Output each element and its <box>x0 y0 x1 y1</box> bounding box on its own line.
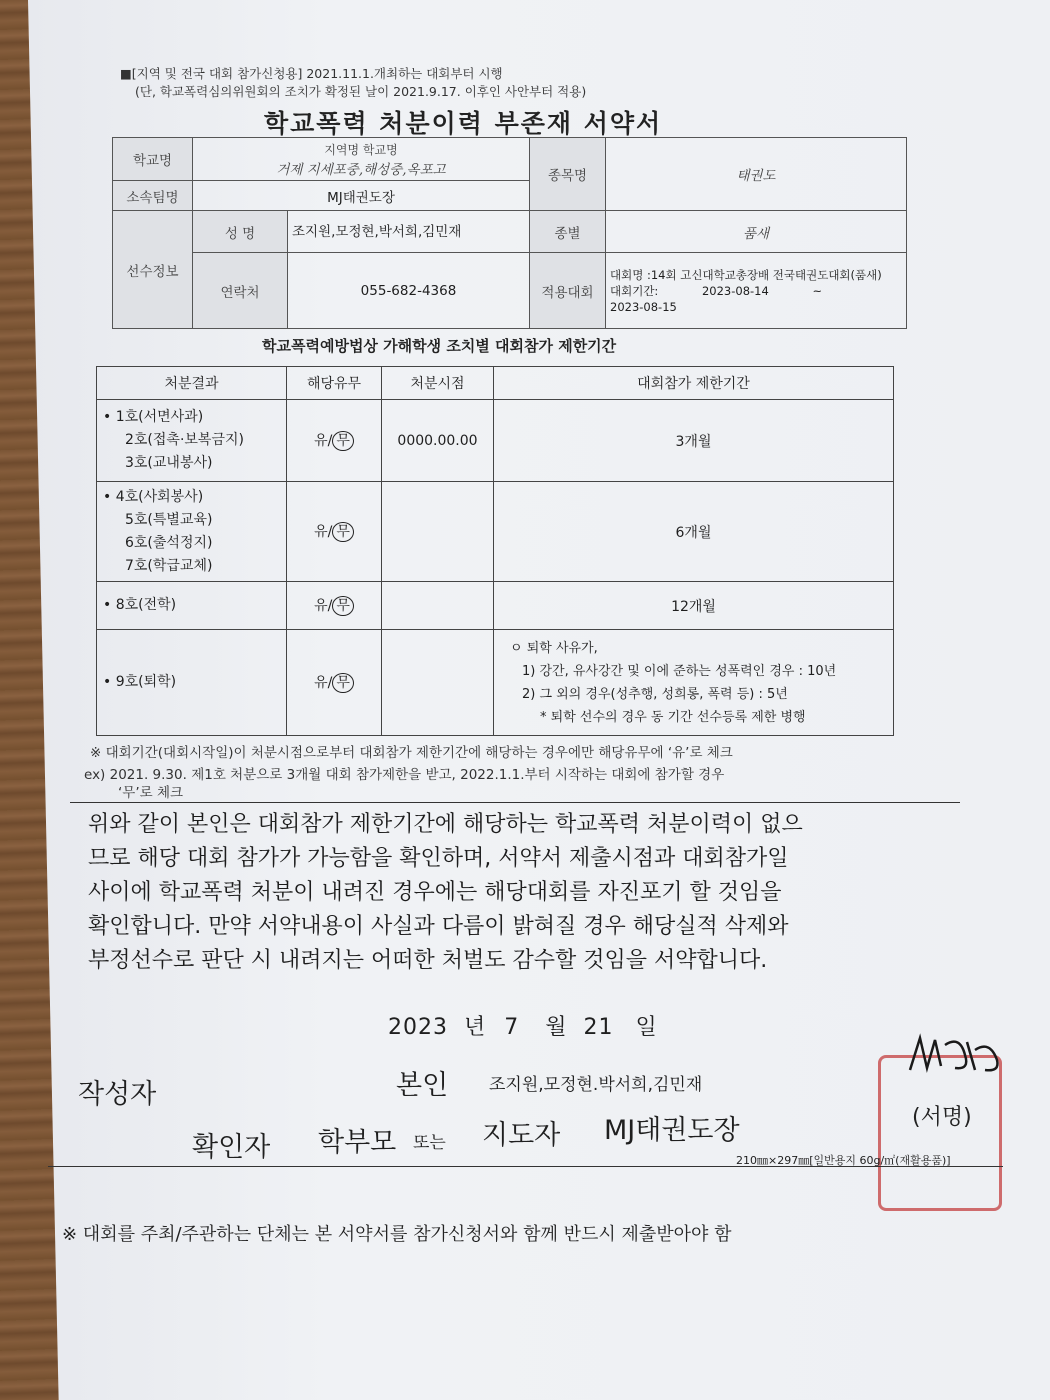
contact-value: 055-682-4368 <box>288 253 530 329</box>
school-label: 학교명 <box>113 138 193 181</box>
self-label: 본인 <box>396 1070 449 1101</box>
or-label: 또는 <box>413 1133 446 1153</box>
sign-date <box>388 1010 658 1041</box>
disposition-date-cell <box>382 482 494 582</box>
applicability-cell[interactable] <box>287 630 382 736</box>
disposition-item: • 1호(서면사과) <box>103 409 204 425</box>
name-value: 조지원,모정현,박서희,김민재 <box>288 211 530 253</box>
applicant-info-table <box>112 137 907 329</box>
name-label: 성 명 <box>193 211 288 253</box>
school-cell <box>193 138 530 181</box>
expulsion-rule-line: ㅇ 퇴학 사유가, <box>510 640 598 656</box>
writer-label: 작성자 <box>78 1079 157 1110</box>
no-option-circled[interactable]: 무 <box>332 431 354 451</box>
event-label: 종목명 <box>530 138 606 211</box>
table-row <box>97 482 894 582</box>
pledge-line: 위와 같이 본인은 대회참가 제한기간에 해당하는 학교폭력 처분이력이 없으 <box>88 812 803 837</box>
competition-period-tilde: ~ <box>812 283 823 298</box>
note-line-1: ※ 대회기간(대회시작일)이 처분시점으로부터 대회참가 제한기간에 해당하는 경우에만 해당유무에 ‘유’로 체크 <box>90 745 733 761</box>
separator: / <box>327 433 333 449</box>
date-year-unit: 년 <box>464 1015 487 1040</box>
yes-option[interactable]: 유 <box>314 524 328 540</box>
table-header-2: 처분시점 <box>382 367 494 400</box>
date-day-unit: 일 <box>635 1015 658 1040</box>
date-month-unit: 월 <box>545 1015 568 1040</box>
disposition-date-cell <box>382 582 494 630</box>
separator: / <box>327 524 333 540</box>
team-value: MJ태권도장 <box>193 181 530 211</box>
pledge-line: 확인합니다. 만약 서약내용이 사실과 다름이 밝혀질 경우 해당실적 삭제와 <box>88 914 789 939</box>
header-line-1: ■[지역 및 전국 대회 참가신청용] 2021.11.1.개최하는 대회부터 시행 <box>120 66 503 81</box>
restriction-table-header <box>97 367 894 400</box>
coach-label: 지도자 <box>482 1120 561 1151</box>
disposition-cell <box>97 482 287 582</box>
disposition-item: • 4호(사회봉사) <box>103 488 204 505</box>
disposition-cell <box>97 400 287 482</box>
team-label: 소속팀명 <box>113 181 193 211</box>
disposition-item: • 9호(퇴학) <box>103 674 177 690</box>
restriction-period-cell: 12개월 <box>494 582 894 630</box>
player-label: 선수정보 <box>113 211 193 329</box>
competition-label: 적용대회 <box>530 253 606 329</box>
table-row <box>97 400 894 482</box>
event-value: 태권도 <box>606 138 907 211</box>
expulsion-rule-line: 2) 그 외의 경우(성추행, 성희롱, 폭력 등) : 5년 <box>522 686 788 702</box>
note-line-3: ‘무’로 체크 <box>118 785 184 801</box>
disposition-date-cell: 0000.00.00 <box>382 400 494 482</box>
no-option-circled[interactable]: 무 <box>332 673 354 693</box>
paper-spec: 210㎜×297㎜[일반용지 60g/㎡(재활용품)] <box>736 1154 951 1167</box>
school-value: 거제 지세포중,해성중,옥포고 <box>276 161 446 178</box>
disposition-item: 2호(접촉·보복금지) <box>125 432 244 448</box>
applicability-cell[interactable] <box>287 482 382 582</box>
date-month: 7 <box>504 1015 520 1040</box>
disposition-item: 5호(특별교육) <box>125 511 213 528</box>
competition-period-end: 2023-08-15 <box>610 299 677 314</box>
pledge-line: 므로 해당 대회 참가가 가능함을 확인하며, 서약서 제출시점과 대회참가일 <box>88 846 789 871</box>
confirm-label: 확인자 <box>192 1132 271 1163</box>
coach-value: MJ태권도장 <box>604 1115 740 1146</box>
table-row <box>97 582 894 630</box>
no-option-circled[interactable]: 무 <box>332 522 354 542</box>
expulsion-rule-line: 1) 강간, 유사강간 및 이에 준하는 성폭력인 경우 : 10년 <box>522 663 837 679</box>
expulsion-rule-line: * 퇴학 선수의 경우 동 기간 선수등록 제한 병행 <box>540 709 806 725</box>
seal-label: (서명) <box>912 1105 972 1130</box>
self-names: 조지원,모정현.박서희,김민재 <box>489 1075 703 1095</box>
restriction-period-cell: 3개월 <box>494 400 894 482</box>
separator: / <box>327 675 333 691</box>
pledge-line: 부정선수로 판단 시 내려지는 어떠한 처벌도 감수할 것임을 서약합니다. <box>88 948 768 973</box>
disposition-cell <box>97 582 287 630</box>
handwritten-signature <box>905 1030 1005 1080</box>
disposition-cell <box>97 630 287 736</box>
document-title: 학교폭력 처분이력 부존재 서약서 <box>264 109 663 138</box>
table-header-3: 대회참가 제한기간 <box>494 367 894 400</box>
table-header-1: 해당유무 <box>287 367 382 400</box>
competition-cell <box>606 253 907 329</box>
footer-note: ※ 대회를 주최/주관하는 단체는 본 서약서를 참가신청서와 함께 반드시 제출받아야 함 <box>62 1224 732 1245</box>
pledge-paragraph <box>88 808 803 978</box>
pledge-line: 사이에 학교폭력 처분이 내려진 경우에는 해당대회를 자진포기 할 것임을 <box>88 880 782 905</box>
restriction-period-cell <box>494 630 894 736</box>
header-line-2: (단, 학교폭력심의위원회의 조치가 확정된 날이 2021.9.17. 이후인 사안부터 적용) <box>135 84 587 99</box>
parent-label: 학부모 <box>318 1127 397 1158</box>
class-value: 품새 <box>606 211 907 253</box>
restriction-table-body <box>97 400 894 736</box>
yes-option[interactable]: 유 <box>314 433 328 449</box>
disposition-date-cell <box>382 630 494 736</box>
disposition-item: 7호(학급교체) <box>125 557 213 574</box>
yes-option[interactable]: 유 <box>314 598 328 614</box>
competition-name: 대회명 :14회 고신대학교총장배 전국태권도대회(품새) <box>610 267 882 282</box>
competition-period-label: 대회기간: <box>610 283 659 298</box>
school-hint: 지역명 학교명 <box>324 142 398 157</box>
separator: / <box>327 598 333 614</box>
restriction-table <box>96 366 894 734</box>
applicability-cell[interactable] <box>287 582 382 630</box>
yes-option[interactable]: 유 <box>314 675 328 691</box>
disposition-item: 3호(교내봉사) <box>125 455 213 471</box>
table-row <box>97 630 894 736</box>
note-line-2: ex) 2021. 9.30. 제1호 처분으로 3개월 대회 참가제한을 받고, 2022.1.1.부터 시작하는 대회에 참가할 경우 <box>84 767 725 783</box>
disposition-item: 6호(출석정지) <box>125 534 213 551</box>
restriction-period-cell: 6개월 <box>494 482 894 582</box>
table-header-0: 처분결과 <box>97 367 287 400</box>
date-day: 21 <box>583 1015 614 1040</box>
competition-period-start: 2023-08-14 <box>701 283 769 298</box>
restriction-subtitle: 학교폭력예방법상 가해학생 조치별 대회참가 제한기간 <box>262 337 617 355</box>
class-label: 종별 <box>530 211 606 253</box>
date-year: 2023 <box>388 1015 448 1040</box>
no-option-circled[interactable]: 무 <box>332 596 354 616</box>
note-divider <box>70 802 960 803</box>
disposition-item: • 8호(전학) <box>103 597 177 613</box>
contact-label: 연락처 <box>193 253 288 329</box>
applicability-cell[interactable] <box>287 400 382 482</box>
